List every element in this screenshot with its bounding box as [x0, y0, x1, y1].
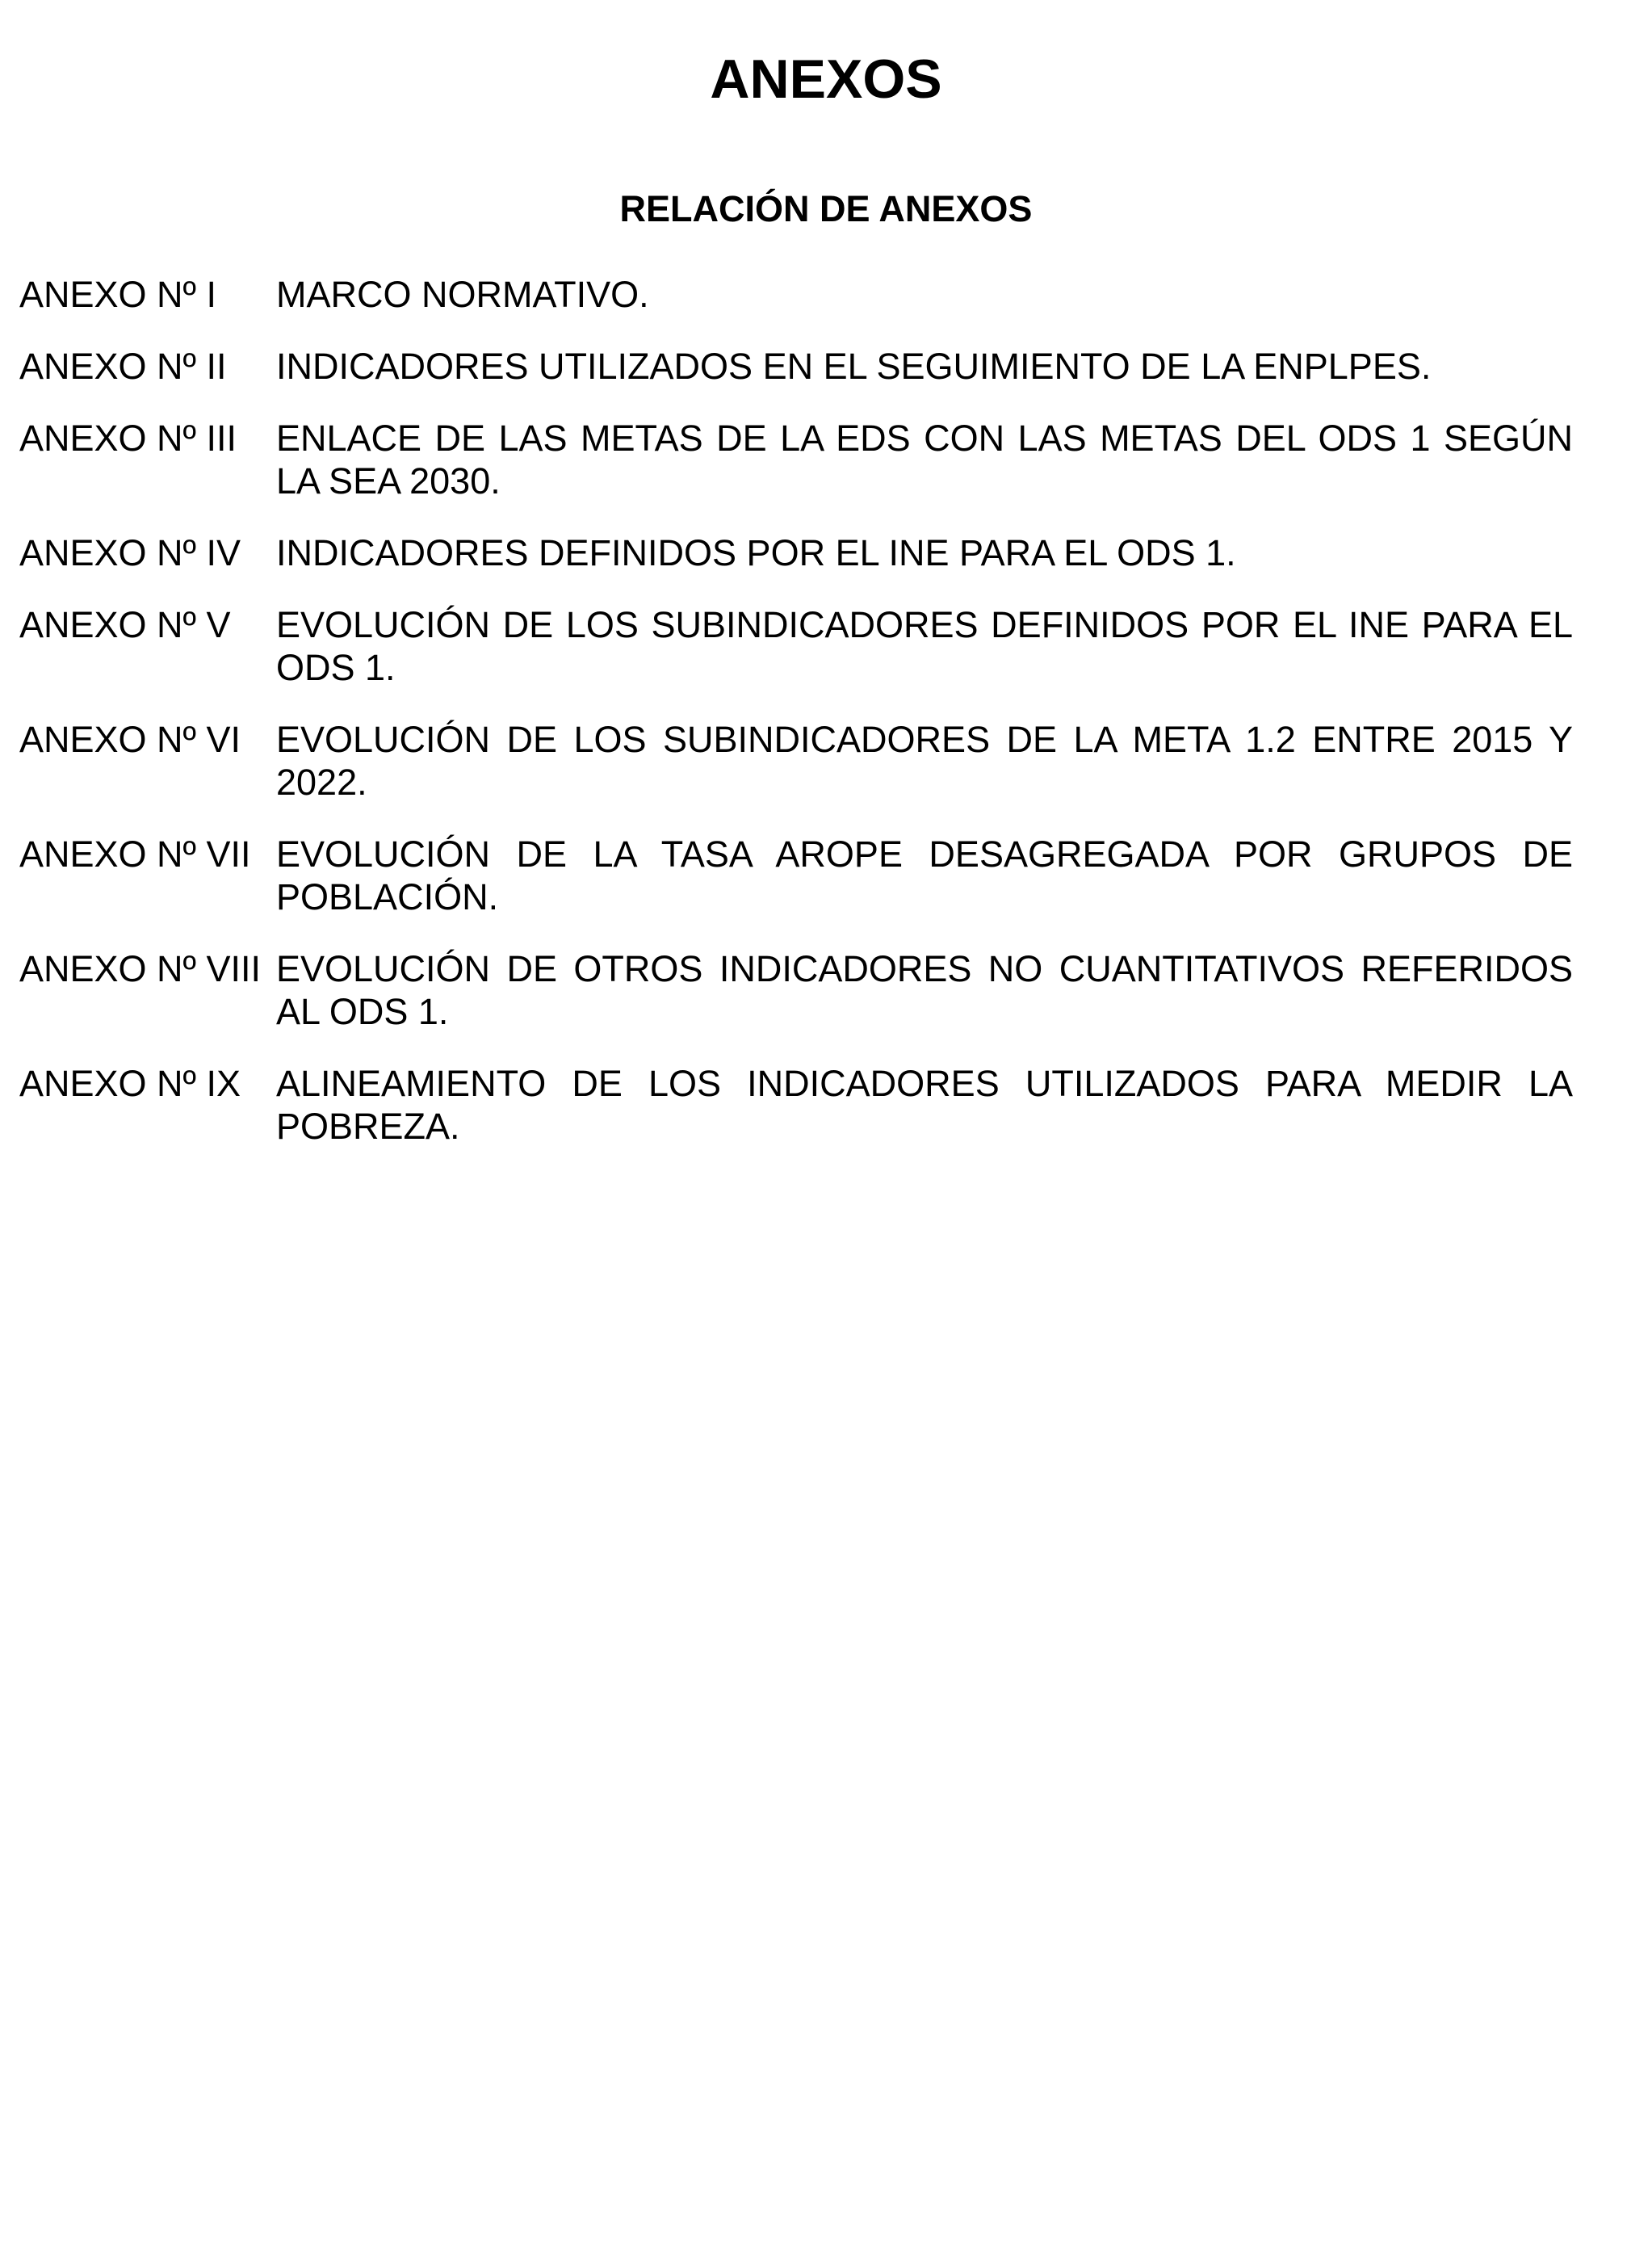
- annex-description: INDICADORES UTILIZADOS EN EL SEGUIMIENTO DE LA ENPLPES.: [276, 346, 1432, 387]
- annex-label: ANEXO Nº VI: [19, 719, 241, 760]
- annex-description: EVOLUCIÓN DE OTROS INDICADORES NO CUANTITATIVOS REFERIDOS AL ODS 1.: [276, 948, 1573, 1032]
- annex-label: ANEXO Nº V: [19, 604, 231, 645]
- annex-description: MARCO NORMATIVO.: [276, 274, 649, 315]
- annex-item-1: [19, 273, 1573, 316]
- annex-item-7: [19, 833, 1573, 918]
- annex-description: INDICADORES DEFINIDOS POR EL INE PARA EL ODS 1.: [276, 532, 1236, 573]
- annex-description: EVOLUCIÓN DE LA TASA AROPE DESAGREGADA POR GRUPOS DE POBLACIÓN.: [276, 833, 1573, 917]
- page-title: ANEXOS: [710, 48, 942, 110]
- annex-item-9: [19, 1062, 1573, 1148]
- annex-item-4: [19, 531, 1573, 574]
- annex-label: ANEXO Nº II: [19, 346, 227, 387]
- section-title: RELACIÓN DE ANEXOS: [619, 188, 1033, 229]
- annex-description: ENLACE DE LAS METAS DE LA EDS CON LAS METAS DEL ODS 1 SEGÚN LA SEA 2030.: [276, 418, 1573, 502]
- annex-item-6: [19, 718, 1573, 804]
- annex-description: EVOLUCIÓN DE LOS SUBINDICADORES DEFINIDOS POR EL INE PARA EL ODS 1.: [276, 604, 1573, 688]
- annex-item-8: [19, 947, 1573, 1033]
- annex-item-2: [19, 345, 1573, 388]
- annex-label: ANEXO Nº III: [19, 418, 237, 459]
- annex-label: ANEXO Nº I: [19, 274, 216, 315]
- annex-item-3: [19, 417, 1573, 502]
- annex-description: ALINEAMIENTO DE LOS INDICADORES UTILIZADOS PARA MEDIR LA POBREZA.: [276, 1063, 1573, 1147]
- annex-item-5: [19, 603, 1573, 689]
- annex-label: ANEXO Nº VIII: [19, 948, 262, 989]
- annex-label: ANEXO Nº IV: [19, 532, 241, 573]
- annex-list: [19, 273, 1573, 1177]
- annex-description: EVOLUCIÓN DE LOS SUBINDICADORES DE LA META 1.2 ENTRE 2015 Y 2022.: [276, 719, 1573, 803]
- annex-label: ANEXO Nº IX: [19, 1063, 241, 1104]
- annex-label: ANEXO Nº VII: [19, 833, 251, 875]
